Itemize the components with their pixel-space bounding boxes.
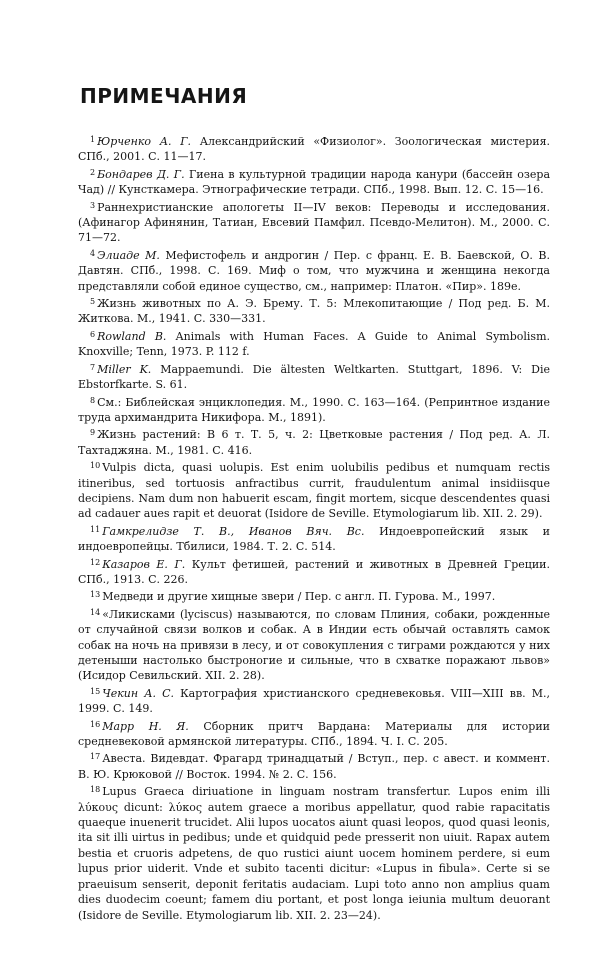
note-17: $^{17}$ Авеста. Видевдат. Фрагард тринадцатый / Вступ., пер. с авест. и коммент. В. Ю. Крюковой // Восток. 1994. № 2. С. 156.	[78, 752, 550, 781]
note-6: $^6$ Rowland B. Animals with Human Faces. A Guide to Animal Symbolism. Knoxville; Tenn, 1973. P. 112 f.	[78, 329, 550, 359]
note-10: $^{10}$ Vulpis dicta, quasi uolupis. Est enim uolubilis pedibus et numquam rectis itineribus, sed tortuosis anfractibus currit, fraudulentum animal insidiisque decipiens. Nam dum non habuerit escam, fingit mortem, sicque descendentes quasi ad cadauer aues rapit et deuorat (Isidore de Seville. Etymologiarum lib. XII. 2. 29).	[78, 461, 550, 521]
note-8: $^8$ См.: Библейская энциклопедия. М., 1990. С. 163—164. (Репринтное издание труда архимандрита Никифора. М., 1891).	[78, 395, 550, 424]
note-14: $^{14}$ «Ликисками (lyciscus) называются, по словам Плиния, собаки, рожденные от случайной связи волков и собак. А в Индии есть обычай оставлять самок собак на ночь на привязи в лесу, и от совокупления с тиграми рождаются у них детеныши настолько быстроногие и сильные, что в схватке поражают львов» (Исидор Севильский. XII. 2. 28).	[78, 607, 550, 683]
note-1: $^1$ Юрченко А. Г. Александрийский «Физиолог». Зоологическая мистерия. СПб., 2001. С. 11—17.	[78, 135, 551, 164]
notes-page	[78, 84, 550, 923]
note-18: $^{18}$ Lupus Graeca diriuatione in linguam nostram transfertur. Lupos enim illi λύκους dicunt: λύκος autem graece a moribus appellatur, quod rabie rapacitatis quaeque inuenerit trucidet. Alii lupos uocatos aiunt quasi leopos, quod quasi leonis, ita sit illi uirtus in pedibus; unde et quidquid pede presserit non uiuit. Rapax autem bestia et cruoris adpetens, de quo rustici aiunt uocem hominem perdere, si eum lupus prior uiderit. Vnde et subito tacenti dicitur: «Lupus in fibula». Certe si se praeuisum senserit, deponit feritatis audaciam. Lupi toto anno non amplius quam dies duodecim coeunt; famem diu portant, et post longa ieiunia multum deuorant (Isidore de Seville. Etymologiarum lib. XII. 2. 23—24).	[78, 785, 550, 922]
note-5: $^5$ Жизнь животных по А. Э. Брему. Т. 5: Млекопитающие / Под ред. Б. М. Житкова. М., 1941. С. 330—331.	[78, 297, 550, 326]
note-12: $^{12}$ Казаров Е. Г. Культ фетишей, растений и животных в Древней Греции. СПб., 1913. С. 226.	[78, 557, 550, 586]
note-3: $^3$ Раннехристианские апологеты II—IV веков: Переводы и исследования. (Афинагор Афинянин, Татиан, Евсевий Памфил. Псевдо-Мелитон). М., 2000. С. 71—72.	[78, 200, 550, 245]
note-13: $^{13}$ Медведи и другие хищные звери / Пер. с англ. П. Гурова. М., 1997.	[90, 590, 496, 604]
notes-list	[78, 132, 550, 923]
note-2: $^2$ Бондарев Д. Г. Гиена в культурной традиции народа канури (бассейн озера Чад) // Кунсткамера. Этнографические тетради. СПб., 1998. Вып. 12. С. 15—16.	[78, 167, 550, 197]
note-7: $^7$ Miller K. Mappaemundi. Die ältesten Weltkarten. Stuttgart, 1896. V: Die Ebstorfkarte. S. 61.	[78, 362, 551, 392]
note-4: $^4$ Элиаде М. Мефистофель и андрогин / Пер. с франц. Е. В. Баевской, О. В. Давтян. СПб., 1998. С. 169. Миф о том, что мужчина и женщина некогда представляли собой единое существо, см., например: Платон. «Пир». 189е.	[78, 248, 550, 293]
note-15: $^{15}$ Чекин А. С. Картография христианского средневековья. VIII—XIII вв. М., 1999. С. 149.	[78, 686, 550, 716]
page-title: ПРИМЕЧАНИЯ	[80, 84, 248, 108]
note-9: $^9$ Жизнь растений: В 6 т. Т. 5, ч. 2: Цветковые растения / Под ред. А. Л. Тахтаджяна. М., 1981. С. 416.	[78, 428, 550, 457]
note-11: $^{11}$ Гамкрелидзе Т. В., Иванов Вяч. Вс. Индоевропейский язык и индоевропейцы. Тбилиси, 1984. Т. 2. С. 514.	[78, 524, 551, 554]
note-16: $^{16}$ Марр Н. Я. Сборник притч Вардана: Материалы для истории средневековой армянской литературы. СПб., 1894. Ч. I. С. 205.	[78, 719, 550, 749]
